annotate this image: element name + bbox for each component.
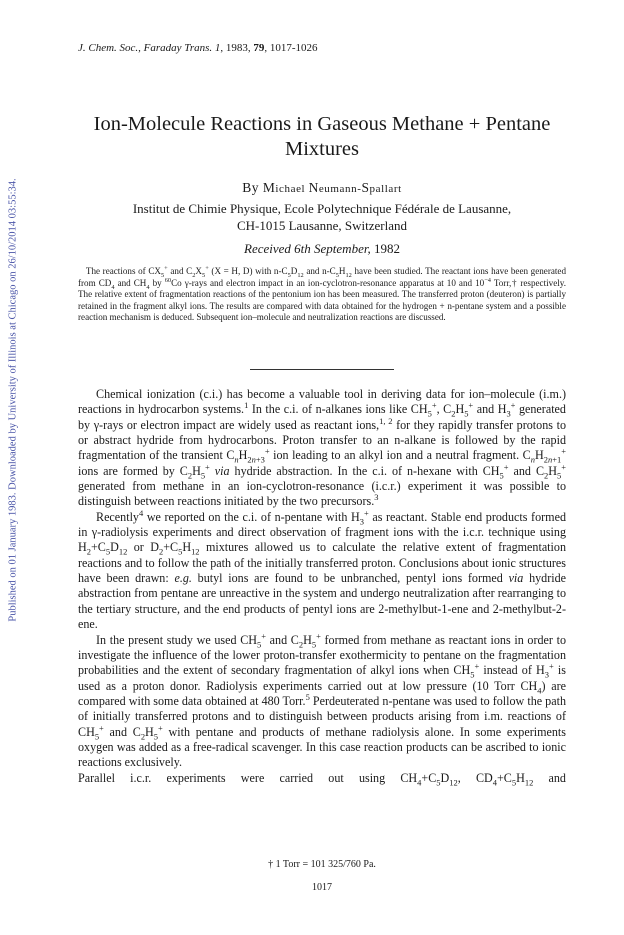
title-line: Mixtures bbox=[284, 138, 360, 160]
author-by: By bbox=[242, 180, 263, 195]
body-paragraph: Parallel i.c.r. experiments were carried out using $CH_4+C_5D_{12}$, $CD_4+C_5H_{12}$ and bbox=[78, 770, 566, 787]
download-watermark bbox=[6, 120, 20, 680]
title-line: Ion-Molecule Reactions in Gaseous Methane + Pentane bbox=[93, 113, 551, 135]
received-label: Received 6th September, bbox=[244, 241, 371, 256]
body-paragraph: Chemical ionization (c.i.) has become a valuable tool in deriving data for ion–molecule (i.m.) reactions in hydrocarbon systems.$^1$ In the c.i. of n-alkanes ions like $CH_5^+$, $C_2H_5^+$ and $H_3^+$ generated by γ-rays or electron impact are widely used as reactant ions,$^{1, 2}$ for they rapidly transfer protons to or abstract hydride from hydrocarbons. Proton transfer to an n-alkane is followed by the rapid fragmentation of the transient $C_nH_{2n+3}^+$ ion leading to an alkyl ion and a neutral fragment. $C_nH_{2n+1}^+$ ions are formed by $C_2H_5^+$ via hydride abstraction. In the c.i. of n-hexane with $CH_5^+$ and $C_2H_5^+$ generated from methane in an ion-cyclotron-resonance (i.c.r.) experiment it was possible to distinguish between reactions initiated by the two precursors.$^3$ bbox=[78, 387, 566, 509]
abstract: The reactions of $CX_5^+$ and $C_2X_5^+$ (X = H, D) with $n-C_5D_{12}$ and $n-C_5H_{12}$ have been studied. The reactant ions have been generated from $CD_4$ and $CH_4$ by $^{60}$Co γ-rays and electron impact in an ion-cyclotron-resonance apparatus at 10 and $10^{-4}$ Torr,† respectively. The relative extent of fragmentation reactions of the pentonium ion has been measured. The transferred proton (deuteron) is partially retained in the fragment alkyl ions. The results are compared with data obtained for the hydrogen + n-pentane system and a possible reaction mechanism is deduced. Subsequent ion–molecule and neutralization reactions are discussed. bbox=[78, 264, 567, 322]
article-title bbox=[78, 112, 566, 162]
journal-year: , 1983, bbox=[220, 42, 254, 54]
author-line bbox=[78, 180, 566, 196]
journal-pages: , 1017-1026 bbox=[264, 42, 318, 54]
affiliation-line: CH-1015 Lausanne, Switzerland bbox=[236, 218, 408, 233]
page-number: 1017 bbox=[312, 882, 332, 893]
download-note: Published on 01 January 1983. Downloaded by University of Illinois at Chicago on 26/10/2014 03:55:34. bbox=[7, 178, 19, 622]
body-paragraph: In the present study we used $CH_5^+$ and $C_2H_5^+$ formed from methane as reactant ions in order to investigate the influence of the lower proton-transfer exothermicity to pentane on the fragmentation probabilities and the extent of secondary fragmentation of alkyl ions when $CH_5^+$ instead of $H_3^+$ is used as a proton donor. Radiolysis experiments carried out at low pressure (10 Torr $CH_4$) are compared with some data obtained at 480 Torr.$^5$ Perdeuterated n-pentane was used to follow the path of initially transferred protons and to distinguish between products arising from i.m. reactions of $CH_5^+$ and $C_2H_5^+$ with pentane and products of methane radiolysis alone. In some experiments oxygen was added as a free-radical scavenger. In this case reaction products can be ascribed to ionic reactions exclusively. bbox=[78, 630, 566, 770]
section-divider bbox=[250, 369, 394, 370]
author-first-name: ichael bbox=[275, 183, 309, 195]
author-initial: S bbox=[361, 180, 370, 195]
received-year: 1982 bbox=[370, 241, 400, 256]
author-initial: N bbox=[308, 180, 319, 195]
author-last-name: eumann- bbox=[318, 183, 362, 195]
author-initial: M bbox=[262, 180, 276, 195]
affiliation bbox=[78, 200, 566, 234]
article-body bbox=[78, 387, 566, 786]
received-date bbox=[78, 241, 566, 257]
affiliation-line: Institut de Chimie Physique, Ecole Polytechnique Fédérale de Lausanne, bbox=[132, 201, 512, 216]
journal-name: J. Chem. Soc., Faraday Trans. 1 bbox=[78, 42, 221, 54]
footnote: † 1 Torr = 101 325/760 Pa. bbox=[268, 859, 376, 870]
body-paragraph: Recently$^4$ we reported on the c.i. of n-pentane with $H_3^+$ as reactant. Stable end products formed in γ-radiolysis experiments and direct observation of fragment ions with the i.c.r. technique using $H_2+C_5D_{12}$ or $D_2+C_5H_{12}$ mixtures allowed us to calculate the relative extent of fragmentation reactions and to follow the path of the initially transferred proton. Conclusions about ionic structures have been drawn: e.g. butyl ions are found to be unbranched, pentyl ions formed via hydride abstraction from pentane are unreactive in the system and undergo neutralization after rearranging to the tertiary structure, and the end products of pentyl ions are 2-methylbut-1-ene and 2-methylbut-2-ene. bbox=[78, 507, 567, 632]
journal-citation bbox=[78, 42, 318, 54]
author-last-name: pallart bbox=[369, 183, 402, 195]
journal-volume: 79 bbox=[253, 42, 265, 54]
